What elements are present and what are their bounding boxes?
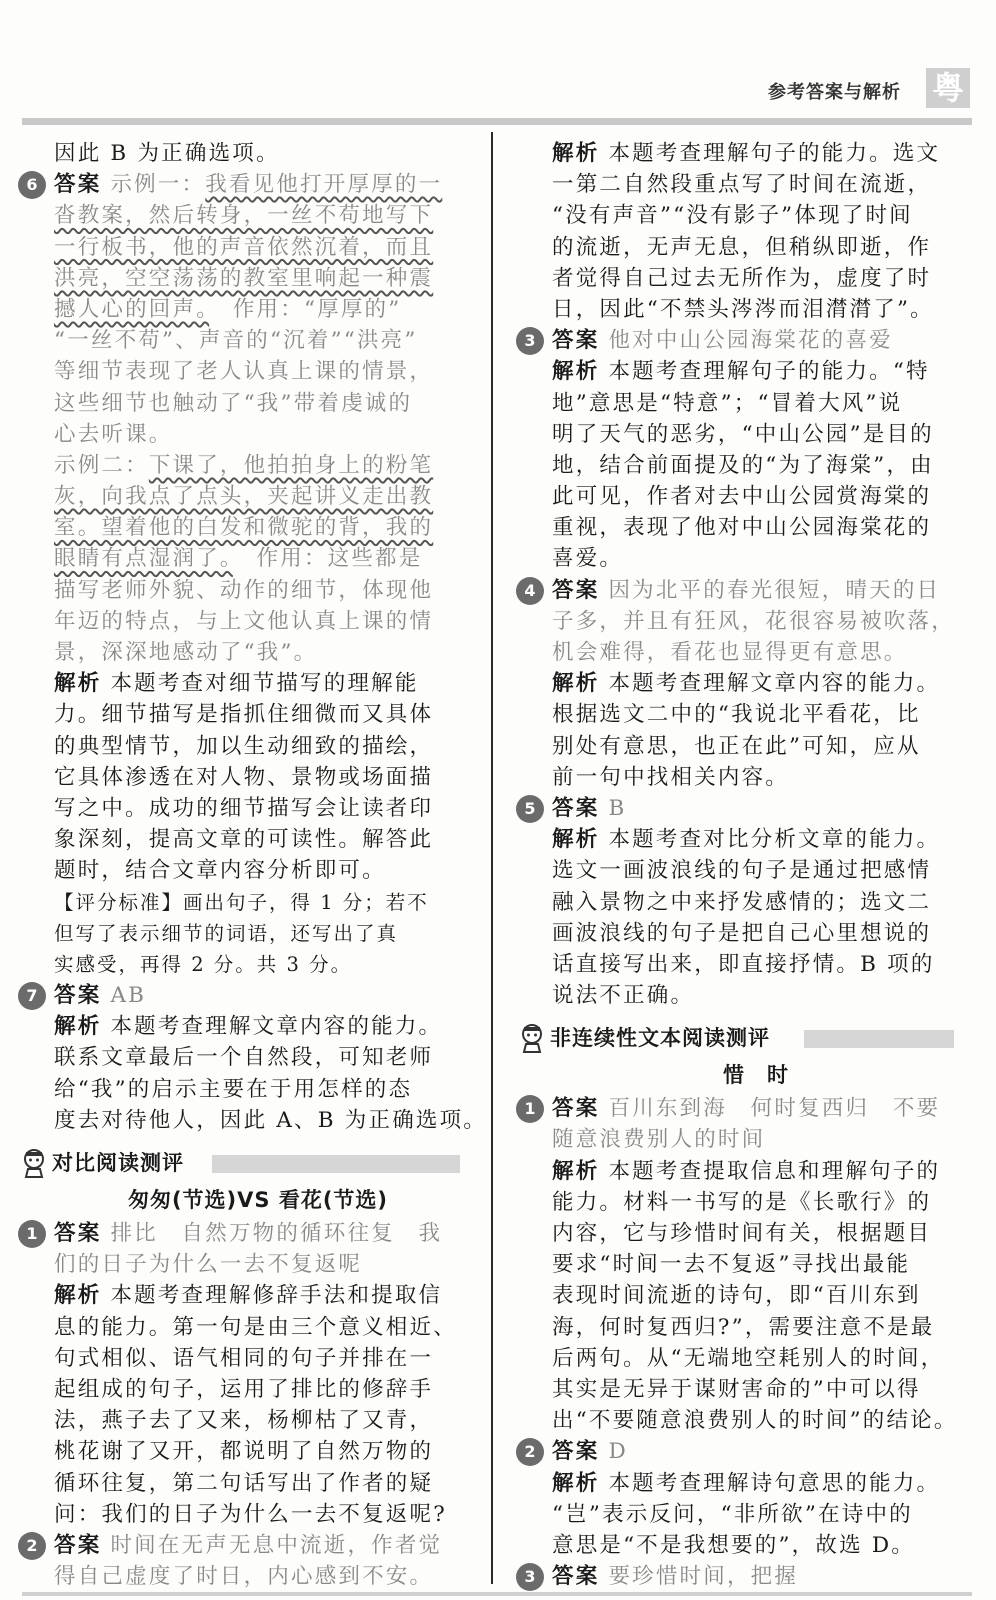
answer-text: 撼人心的回声。 — [54, 296, 210, 322]
answer-label: 答案 — [552, 1439, 600, 1465]
analysis-text: 联系文章最后一个自然段，可知老师 — [54, 1045, 434, 1071]
student-icon — [20, 1148, 48, 1178]
analysis-label: 解析 — [552, 359, 600, 385]
question-number: 1 — [18, 1220, 46, 1248]
answer-text: 示例二： — [54, 452, 149, 478]
analysis-label: 解析 — [552, 141, 600, 166]
answer-text: 示例一： — [110, 172, 206, 198]
running-header-title: 参考答案与解析 — [768, 82, 901, 103]
question-number: 2 — [516, 1438, 544, 1466]
analysis-block-2-cont — [552, 138, 960, 325]
answer-text: 随意浪费别人的时间 — [552, 1127, 766, 1153]
analysis-text: 选文一画波浪线的句子是通过把感情 — [552, 858, 932, 884]
answer-label: 答案 — [54, 1532, 102, 1558]
analysis-text: 本题考查理解文章内容的能力。 — [110, 1014, 443, 1040]
answer-block-6 — [26, 169, 462, 980]
analysis-text: 此可见，作者对去中山公园赏海棠的 — [552, 484, 932, 510]
answer-block-2 — [26, 1530, 462, 1592]
analysis-text: 本题考查对细节描写的理解能 — [110, 671, 419, 697]
question-number: 3 — [516, 1563, 544, 1591]
text-line: 因此 B 为正确选项。 — [54, 141, 280, 166]
analysis-text: 度去对待他人，因此 A、B 为正确选项。 — [54, 1107, 487, 1133]
question-number: 5 — [516, 795, 544, 823]
answer-text: 得自己虚度了时日，内心感到不安。 — [54, 1564, 434, 1590]
column-divider — [491, 132, 493, 1584]
answer-block-7 — [26, 980, 487, 1136]
analysis-text: 写之中。成功的细节描写会让读者印 — [54, 795, 434, 821]
analysis-text: 喜爱。 — [552, 546, 624, 572]
answer-text: “一丝不苟”、声音的“沉着”“洪亮” — [54, 328, 418, 354]
section-header — [518, 1021, 960, 1057]
answer-text: 他对中山公园海棠花的喜爱 — [608, 328, 893, 354]
analysis-text: “岂”表示反问，“非所欲”在诗中的 — [552, 1501, 913, 1527]
analysis-text: 法，燕子去了又来，杨柳枯了又青， — [54, 1408, 434, 1434]
analysis-text: 别处有意思，也正在此”可知，应从 — [552, 733, 921, 759]
answer-text: 要珍惜时间，把握 — [608, 1564, 799, 1590]
analysis-text: 重视，表现了他对中山公园海棠花的 — [552, 515, 932, 541]
analysis-text: 融入景物之中来抒发感情的；选文二 — [552, 889, 932, 915]
analysis-text: 前一句中找相关内容。 — [552, 764, 790, 790]
answer-block-3 — [524, 1561, 960, 1592]
answer-block-2 — [524, 1436, 960, 1561]
right-column — [524, 138, 960, 1592]
analysis-text: 的典型情节，加以生动细致的描绘， — [54, 733, 434, 759]
analysis-text: 一第二自然段重点写了时间在流逝， — [552, 172, 932, 198]
analysis-text: 明了天气的恶劣，“中山公园”是目的 — [552, 421, 934, 447]
analysis-text: 地”意思是“特意”；“冒着大风”说 — [552, 390, 903, 416]
answer-label: 答案 — [552, 795, 600, 821]
analysis-label: 解析 — [552, 1158, 600, 1184]
answer-text: 机会难得，看花也显得更有意思。 — [552, 640, 908, 665]
analysis-text: 本题考查理解句子的能力。“特 — [608, 359, 930, 385]
answer-text: 灰，向我点了点头，夹起讲义走出教 — [54, 484, 434, 510]
answer-text: 们的日子为什么一去不复返呢 — [54, 1252, 363, 1278]
analysis-text: 表现时间流逝的诗句，即“百川东到 — [552, 1283, 921, 1309]
analysis-text: “没有声音”“没有影子”体现了时间 — [552, 203, 913, 229]
answer-text: 沓教案，然后转身，一丝不苟地写下 — [54, 203, 434, 229]
section-bar — [212, 1155, 460, 1173]
answer-text: 一行板书，他的声音依然沉着，而且 — [54, 234, 434, 260]
analysis-text: 本题考查理解文章内容的能力。 — [608, 671, 941, 697]
answer-block-1 — [524, 1093, 960, 1436]
question-number: 2 — [18, 1532, 46, 1560]
header-rule — [22, 118, 972, 125]
answer-text: 时间在无声无息中流逝，作者觉 — [110, 1532, 443, 1558]
analysis-text: 的流逝，无声无息，但稍纵即逝，作 — [552, 234, 932, 260]
answer-label: 答案 — [54, 983, 102, 1009]
question-number: 7 — [18, 982, 46, 1010]
answer-text: AB — [110, 983, 147, 1009]
answer-text: 心去听课。 — [54, 421, 173, 447]
analysis-text: 本题考查提取信息和理解句子的 — [608, 1158, 941, 1184]
answer-text: 描写老师外貌、动作的细节，体现他 — [54, 577, 434, 603]
answer-text: 作用：这些都是 — [232, 546, 423, 572]
answer-text: 等细节表现了老人认真上课的情景， — [54, 359, 434, 385]
analysis-text: 循环往复，第二句话写出了作者的疑 — [54, 1470, 434, 1496]
analysis-text: 内容，它与珍惜时间有关，根据题目 — [552, 1221, 932, 1246]
answer-label: 答案 — [552, 1096, 600, 1122]
answer-text: B — [608, 795, 627, 821]
left-column — [26, 138, 487, 1592]
section-bar — [804, 1030, 954, 1048]
answer-label: 答案 — [54, 172, 102, 198]
analysis-text: 它具体渗透在对人物、景物或场面描 — [54, 764, 434, 790]
question-number: 6 — [18, 171, 46, 199]
analysis-text: 本题考查对比分析文章的能力。 — [608, 827, 941, 853]
analysis-label: 解析 — [54, 1014, 102, 1040]
analysis-text: 起组成的句子，运用了排比的修辞手 — [54, 1376, 434, 1402]
analysis-text: 说法不正确。 — [552, 983, 695, 1009]
answer-text: 室。望着他的白发和微驼的背，我的 — [54, 515, 434, 541]
analysis-text: 桃花谢了又开，都说明了自然万物的 — [54, 1439, 434, 1465]
analysis-text: 题时，结合文章内容分析即可。 — [54, 858, 386, 884]
analysis-text: 海，何时复西归?”，需要注意不是最 — [552, 1314, 935, 1340]
scoring-criteria: 【评分标准】画出句子，得 1 分；若不 — [54, 890, 429, 914]
analysis-text: 其实是无异于谋财害命的”中可以得 — [552, 1376, 921, 1402]
answer-text: 这些细节也触动了“我”带着虔诚的 — [54, 390, 413, 416]
analysis-text: 本题考查理解修辞手法和提取信 — [110, 1283, 443, 1309]
analysis-text: 地，结合前面提及的“为了海棠”，由 — [552, 452, 934, 478]
answer-text: 排比 自然万物的循环往复 我 — [110, 1221, 443, 1246]
answer-text: 年迈的特点，与上文他认真上课的情 — [54, 608, 434, 634]
analysis-text: 者觉得自己过去无所作为，虚度了时 — [552, 265, 932, 291]
analysis-text: 能力。材料一书写的是《长歌行》的 — [552, 1189, 932, 1215]
analysis-text: 后两句。从“无端地空耗别人的时间， — [552, 1345, 945, 1371]
scoring-criteria: 但写了表示细节的词语，还写出了真 — [54, 921, 399, 945]
answer-text: D — [608, 1439, 628, 1465]
answer-text: 我看见他打开厚厚的一 — [205, 172, 443, 198]
analysis-text: 画波浪线的句子是把自己心里想说的 — [552, 920, 932, 946]
answer-text: 百川东到海 何时复西归 不要 — [608, 1096, 941, 1122]
analysis-text: 给“我”的启示主要在于用怎样的态 — [54, 1076, 413, 1102]
answer-label: 答案 — [552, 577, 600, 603]
answer-text: 作用：“厚厚的” — [209, 296, 402, 322]
answer-text: 眼睛有点湿润了。 — [54, 546, 233, 572]
piece-title: 惜 时 — [723, 1063, 789, 1088]
analysis-text: 要求“时间一去不复返”寻找出最能 — [552, 1252, 911, 1278]
student-icon — [518, 1023, 546, 1053]
answer-block-4 — [524, 575, 960, 793]
piece-title: 匆匆(节选)VS 看花(节选) — [127, 1188, 389, 1212]
scoring-criteria: 实感受，再得 2 分。共 3 分。 — [54, 952, 353, 976]
answer-label: 答案 — [552, 328, 600, 354]
section-title: 对比阅读测评 — [52, 1151, 184, 1175]
analysis-text: 根据选文二中的“我说北平看花，比 — [552, 702, 921, 728]
analysis-label: 解析 — [552, 1470, 600, 1496]
analysis-text: 象深刻，提高文章的可读性。解答此 — [54, 827, 434, 853]
analysis-label: 解析 — [552, 671, 600, 697]
analysis-text: 话直接写出来，即直接抒情。B 项的 — [552, 951, 935, 977]
analysis-text: 日，因此“不禁头涔涔而泪潸潸了”。 — [552, 296, 934, 322]
answer-text: 洪亮，空空荡荡的教室里响起一种震 — [54, 265, 434, 291]
analysis-label: 解析 — [54, 671, 102, 697]
analysis-text: 力。细节描写是指抓住细微而又具体 — [54, 702, 434, 728]
answer-block-1 — [26, 1218, 462, 1530]
analysis-text: 意思是“不是我想要的”，故选 D。 — [552, 1532, 915, 1558]
answer-text: 子多，并且有狂风，花很容易被吹落， — [552, 608, 955, 634]
footer-rule — [22, 1592, 972, 1596]
question-number: 1 — [516, 1095, 544, 1123]
section-header — [20, 1146, 462, 1182]
analysis-text: 本题考查理解诗句意思的能力。 — [608, 1470, 941, 1496]
analysis-text: 息的能力。第一句是由三个意义相近、 — [54, 1314, 457, 1340]
analysis-label: 解析 — [552, 827, 600, 853]
analysis-text: 问：我们的日子为什么一去不复返呢? — [54, 1501, 447, 1527]
question-number: 4 — [516, 577, 544, 605]
answer-block-3 — [524, 325, 960, 575]
answer-block-5 — [524, 793, 960, 1011]
answer-text: 景，深深地感动了“我”。 — [54, 640, 318, 665]
answer-text: 下课了，他拍拍身上的粉笔 — [148, 452, 434, 478]
question-number: 3 — [516, 327, 544, 355]
answer-text: 因为北平的春光很短，晴天的日 — [608, 577, 941, 603]
answer-label: 答案 — [54, 1221, 102, 1246]
analysis-label: 解析 — [54, 1283, 102, 1309]
analysis-text: 出“不要随意浪费别人的时间”的结论。 — [552, 1408, 958, 1434]
answer-label: 答案 — [552, 1564, 600, 1590]
region-badge: 粤 — [926, 68, 970, 108]
analysis-text: 句式相似、语气相同的句子并排在一 — [54, 1345, 434, 1371]
section-title: 非连续性文本阅读测评 — [550, 1026, 770, 1051]
analysis-text: 本题考查理解句子的能力。选文 — [608, 141, 941, 166]
